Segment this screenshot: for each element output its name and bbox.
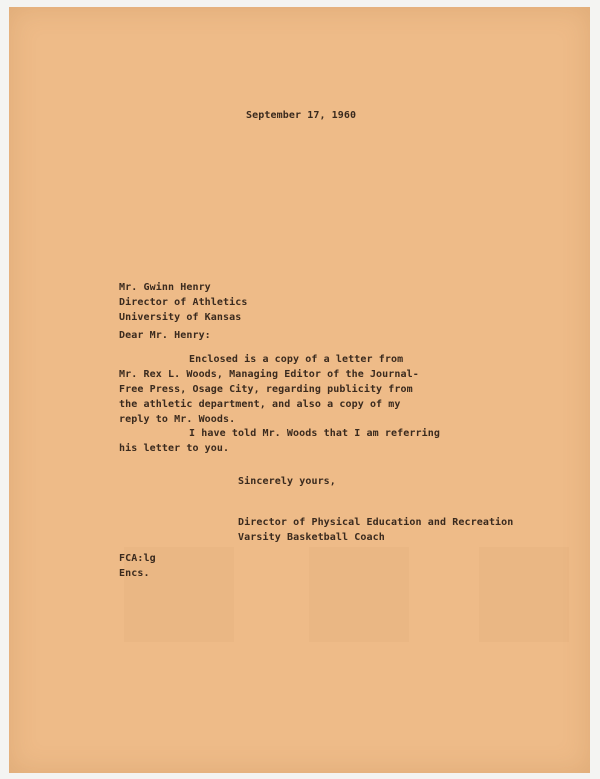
recipient-name: Mr. Gwinn Henry (119, 282, 211, 293)
reference-initials: FCA:lg (119, 553, 156, 564)
signature-subtitle: Varsity Basketball Coach (238, 532, 385, 543)
closing: Sincerely yours, (238, 476, 336, 487)
body-paragraph-2 (119, 426, 440, 456)
body-line: reply to Mr. Woods. (119, 414, 236, 425)
signature-title: Director of Physical Education and Recreation (238, 517, 514, 528)
enclosures-note: Encs. (119, 568, 150, 579)
paper-stain (479, 547, 569, 642)
body-line: Enclosed is a copy of a letter from (189, 354, 404, 365)
recipient-organization: University of Kansas (119, 312, 242, 323)
salutation: Dear Mr. Henry: (119, 330, 211, 341)
body-line: Mr. Rex L. Woods, Managing Editor of the Journal- (119, 369, 419, 380)
letter-page (9, 7, 590, 773)
recipient-title: Director of Athletics (119, 297, 248, 308)
signature-block (238, 515, 513, 545)
paper-stain (309, 547, 409, 642)
body-line: the athletic department, and also a copy of my (119, 399, 401, 410)
body-line: Free Press, Osage City, regarding publicity from (119, 384, 413, 395)
reference-block (119, 551, 156, 581)
body-paragraph-1 (119, 352, 419, 427)
letter-date: September 17, 1960 (246, 110, 357, 121)
recipient-address (119, 280, 248, 325)
body-line: his letter to you. (119, 443, 230, 454)
body-line: I have told Mr. Woods that I am referring (189, 428, 440, 439)
